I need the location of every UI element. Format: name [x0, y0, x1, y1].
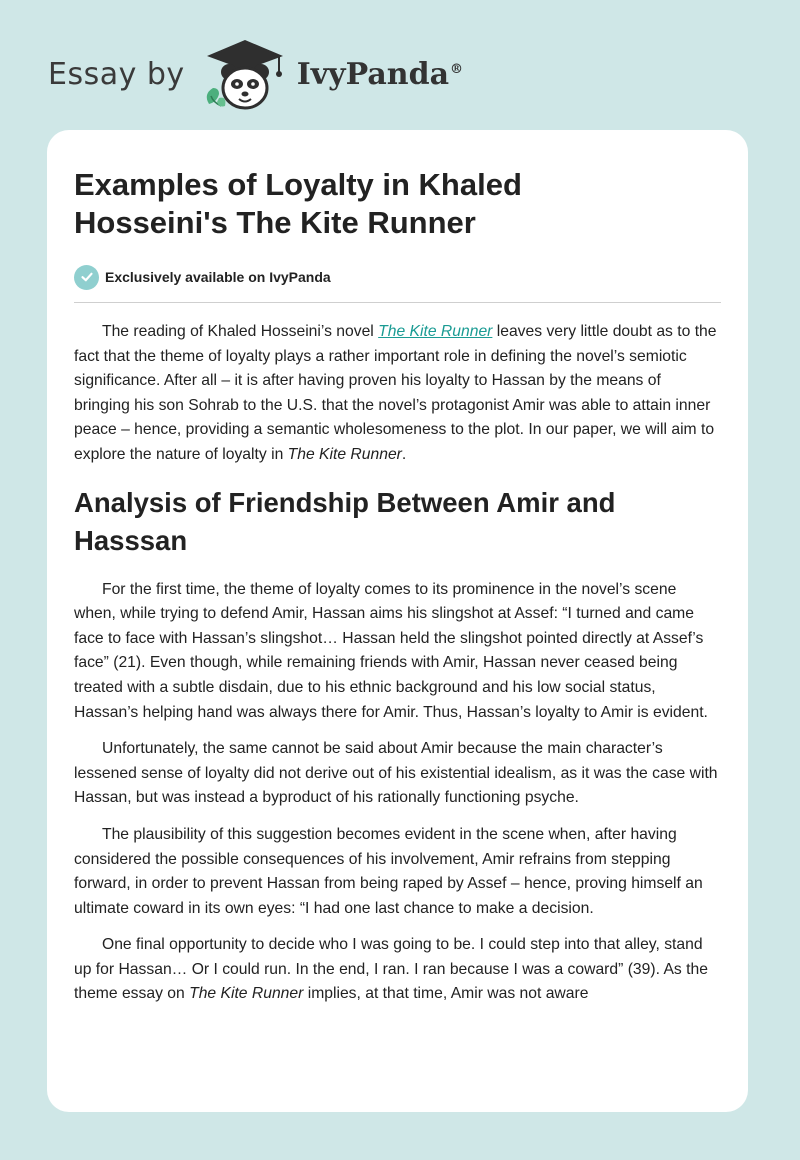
brand-name[interactable] — [297, 57, 463, 92]
section-heading: Analysis of Friendship Between Amir and Hasssan — [74, 486, 616, 556]
site-header — [48, 36, 463, 112]
paragraph-5-text-b: implies, at that time, Amir was not aware — [303, 985, 589, 1003]
paragraph-1 — [74, 320, 721, 468]
paragraph-3: Unfortunately, the same cannot be said about Amir because the main character’s lessened sense of loyalty did not derive out of his existential idealism, as it was the case with Hassan, but was instead a byproduct of his rationally functioning psyche. — [74, 740, 718, 807]
exclusive-badge — [74, 264, 721, 290]
page-title: Examples of Loyalty in Khaled Hosseini's The Kite Runner — [74, 167, 522, 240]
exclusive-label: Exclusively available on IvyPanda — [105, 269, 331, 285]
essay-by-label: Essay by — [48, 56, 185, 92]
registered-mark: ® — [450, 61, 464, 77]
paragraph-1-italic: The Kite Runner — [287, 445, 402, 463]
essay-card — [47, 130, 748, 1112]
paragraph-2: For the first time, the theme of loyalty comes to its prominence in the novel’s scene when, while trying to defend Amir, Hassan aims his slingshot at Assef: “I turned and came face to face with Hassan’s slingshot… Hassan held the slingshot pointed directly at Assef’s face” (21). Even though, while remaining friends with Amir, Hassan never ceased being treated with a subtle disdain, due to his ethnic background and his low social status, Hassan’s helping hand was always there for Amir. Thus, Hassan’s loyalty to Amir is evident. — [74, 580, 708, 721]
paragraph-4: The plausibility of this suggestion becomes evident in the scene when, after having considered the possible consequences of his involvement, Amir refrains from stepping forward, in order to prevent Hassan from being raped by Assef – hence, proving himself an ultimate coward in its own eyes: “I had one last chance to make a decision. — [74, 825, 703, 917]
essay-body — [74, 320, 721, 1007]
paragraph-5-text-a: One final opportunity to decide who I was going to be. I could step into that alley, stand up for Hassan… Or I could run. In the end, I ran. I ran because I was a coward” (39). As the theme essay on — [74, 936, 708, 1003]
paragraph-1-text-a: The reading of Khaled Hosseini’s novel — [102, 323, 379, 340]
panda-logo-icon[interactable] — [199, 36, 291, 112]
divider — [74, 302, 721, 303]
brand-text[interactable]: IvyPanda — [296, 56, 450, 92]
check-icon — [74, 265, 99, 290]
paragraph-5-italic: The Kite Runner — [189, 985, 304, 1003]
paragraph-1-text-b: leaves very little doubt as to the fact that the theme of loyalty plays a rather important role in defining the novel’s semiotic significance. After all – it is after having proven his loyalty to Hassan by the means of bringing his son Sohrab to the U.S. that the novel’s protagonist Amir was able to attain inner peace – hence, providing a semantic wholesomeness to the plot. In our paper, we will aim to explore the nature of loyalty in — [74, 323, 717, 463]
paragraph-5 — [74, 933, 721, 1007]
kite-runner-link[interactable]: The Kite Runner — [378, 323, 493, 340]
paragraph-1-text-c: . — [401, 445, 407, 463]
